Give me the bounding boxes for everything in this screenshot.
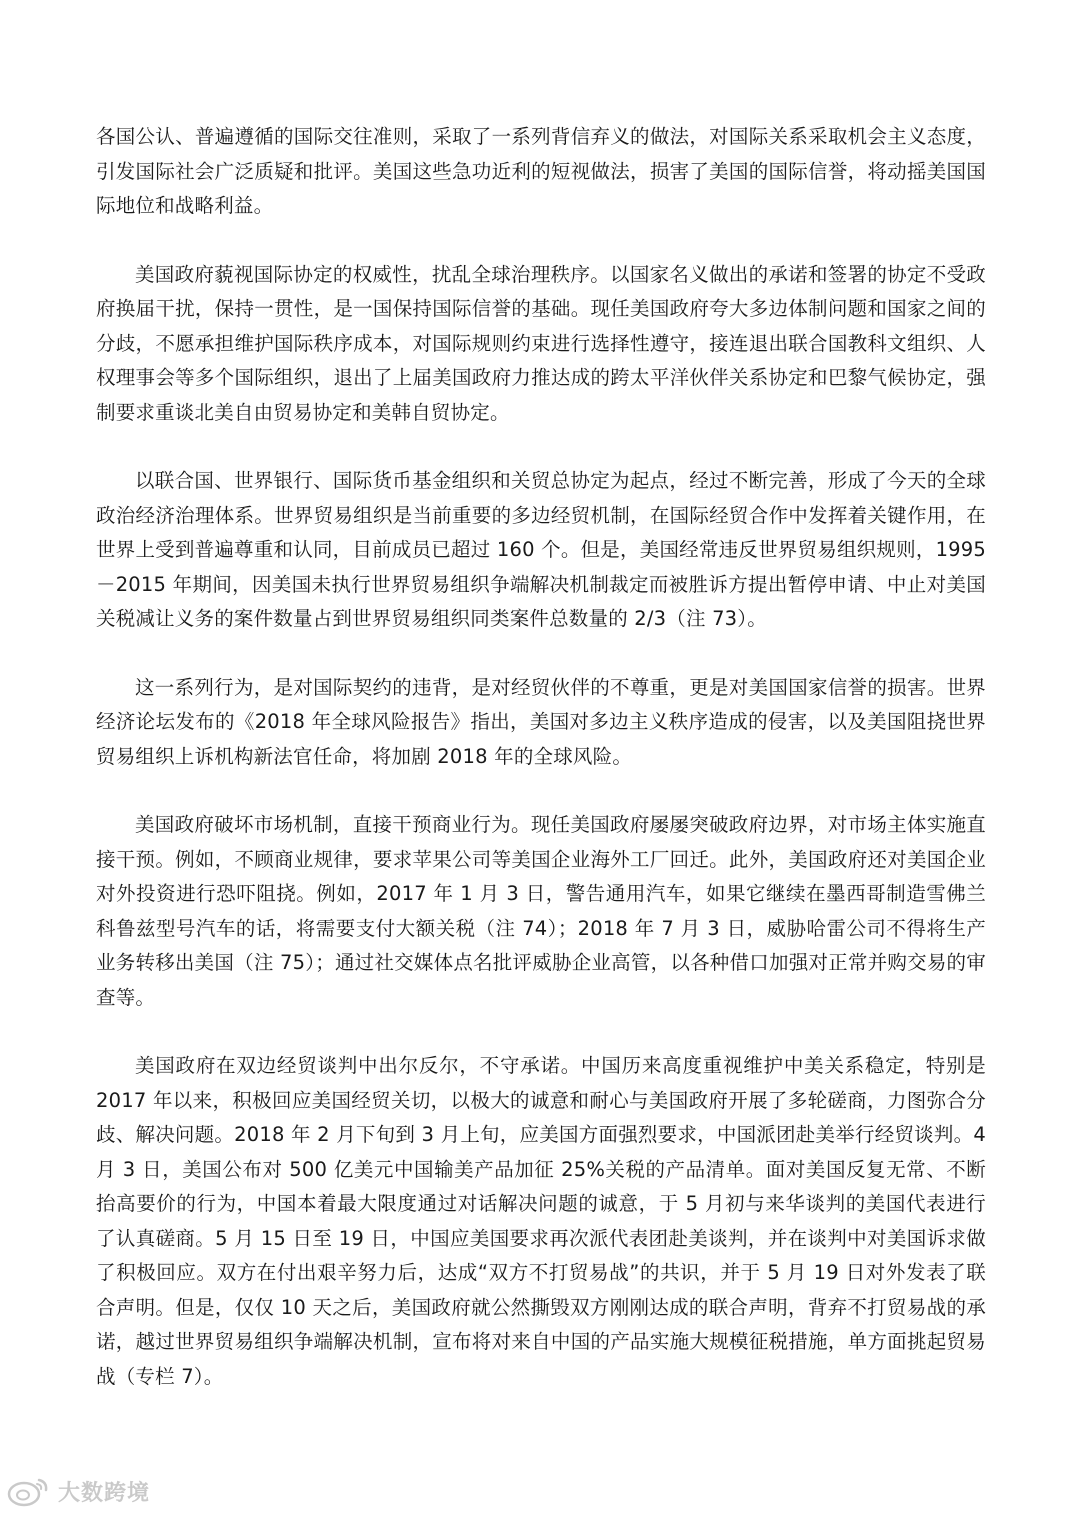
paragraph: 以联合国、世界银行、国际货币基金组织和关贸总协定为起点，经过不断完善，形成了今天的全球政治经济治理体系。世界贸易组织是当前重要的多边经贸机制，在国际经贸合作中发挥着关键作用，在世界上受到普遍尊重和认同，目前成员已超过 160 个。但是，美国经常违反世界贸易组织规则，1995－2015 年期间，因美国未执行世界贸易组织争端解决机制裁定而被胜诉方提出暂停申请、中止对美国关税减让义务的案件数量占到世界贸易组织同类案件总数量的 2/3（注 73）。 [96,469,986,630]
weibo-logo-icon [6,1474,52,1508]
watermark [6,1473,150,1509]
watermark-text: 大数跨境 [58,1480,151,1506]
paragraph: 美国政府藐视国际协定的权威性，扰乱全球治理秩序。以国家名义做出的承诺和签署的协定不受政府换届干扰，保持一贯性，是一国保持国际信誉的基础。现任美国政府夸大多边体制问题和国家之间的分歧，不愿承担维护国际秩序成本，对国际规则约束进行选择性遵守，接连退出联合国教科文组织、人权理事会等多个国际组织，退出了上届美国政府力推达成的跨太平洋伙伴关系协定和巴黎气候协定，强制要求重谈北美自由贸易协定和美韩自贸协定。 [96,262,986,424]
paragraph: 这一系列行为，是对国际契约的违背，是对经贸伙伴的不尊重，更是对美国国家信誉的损害。世界经济论坛发布的《2018 年全球风险报告》指出，美国对多边主义秩序造成的侵害，以及美国阻挠世界贸易组织上诉机构新法官任命，将加剧 2018 年的全球风险。 [96,675,986,768]
paragraph: 美国政府破坏市场机制，直接干预商业行为。现任美国政府屡屡突破政府边界，对市场主体实施直接干预。例如，不顾商业规律，要求苹果公司等美国企业海外工厂回迁。此外，美国政府还对美国企业对外投资进行恐吓阻挠。例如，2017 年 1 月 3 日，警告通用汽车，如果它继续在墨西哥制造雪佛兰科鲁兹型号汽车的话，将需要支付大额关税（注 74）；2018 年 7 月 3 日，威胁哈雷公司不得将生产业务转移出美国（注 75）；通过社交媒体点名批评威胁企业高管，以各种借口加强对正常并购交易的审查等。 [96,813,986,1009]
paragraph: 美国政府在双边经贸谈判中出尔反尔，不守承诺。中国历来高度重视维护中美关系稳定，特别是 2017 年以来，积极回应美国经贸关切，以极大的诚意和耐心与美国政府开展了多轮磋商，力图弥合分歧、解决问题。2018 年 2 月下旬到 3 月上旬，应美国方面强烈要求，中国派团赴美举行经贸谈判。4 月 3 日，美国公布对 500 亿美元中国输美产品加征 25%关税的产品清单。面对美国反复无常、不断抬高要价的行为，中国本着最大限度通过对话解决问题的诚意，于 5 月初与来华谈判的美国代表进行了认真磋商。5 月 15 日至 19 日，中国应美国要求再次派代表团赴美谈判，并在谈判中对美国诉求做了积极回应。双方在付出艰辛努力后，达成“双方不打贸易战”的共识，并于 5 月 19 日对外发表了联合声明。但是，仅仅 10 天之后，美国政府就公然撕毁双方刚刚达成的联合声明，背弃不打贸易战的承诺，越过世界贸易组织争端解决机制，宣布将对来自中国的产品实施大规模征税措施，单方面挑起贸易战（专栏 7）。 [96,1054,986,1388]
document-page [96,120,986,1428]
paragraph-continued: 各国公认、普遍遵循的国际交往准则，采取了一系列背信弃义的做法，对国际关系采取机会主义态度，引发国际社会广泛质疑和批评。美国这些急功近利的短视做法，损害了美国的国际信誉，将动摇美国国际地位和战略利益。 [96,125,986,217]
